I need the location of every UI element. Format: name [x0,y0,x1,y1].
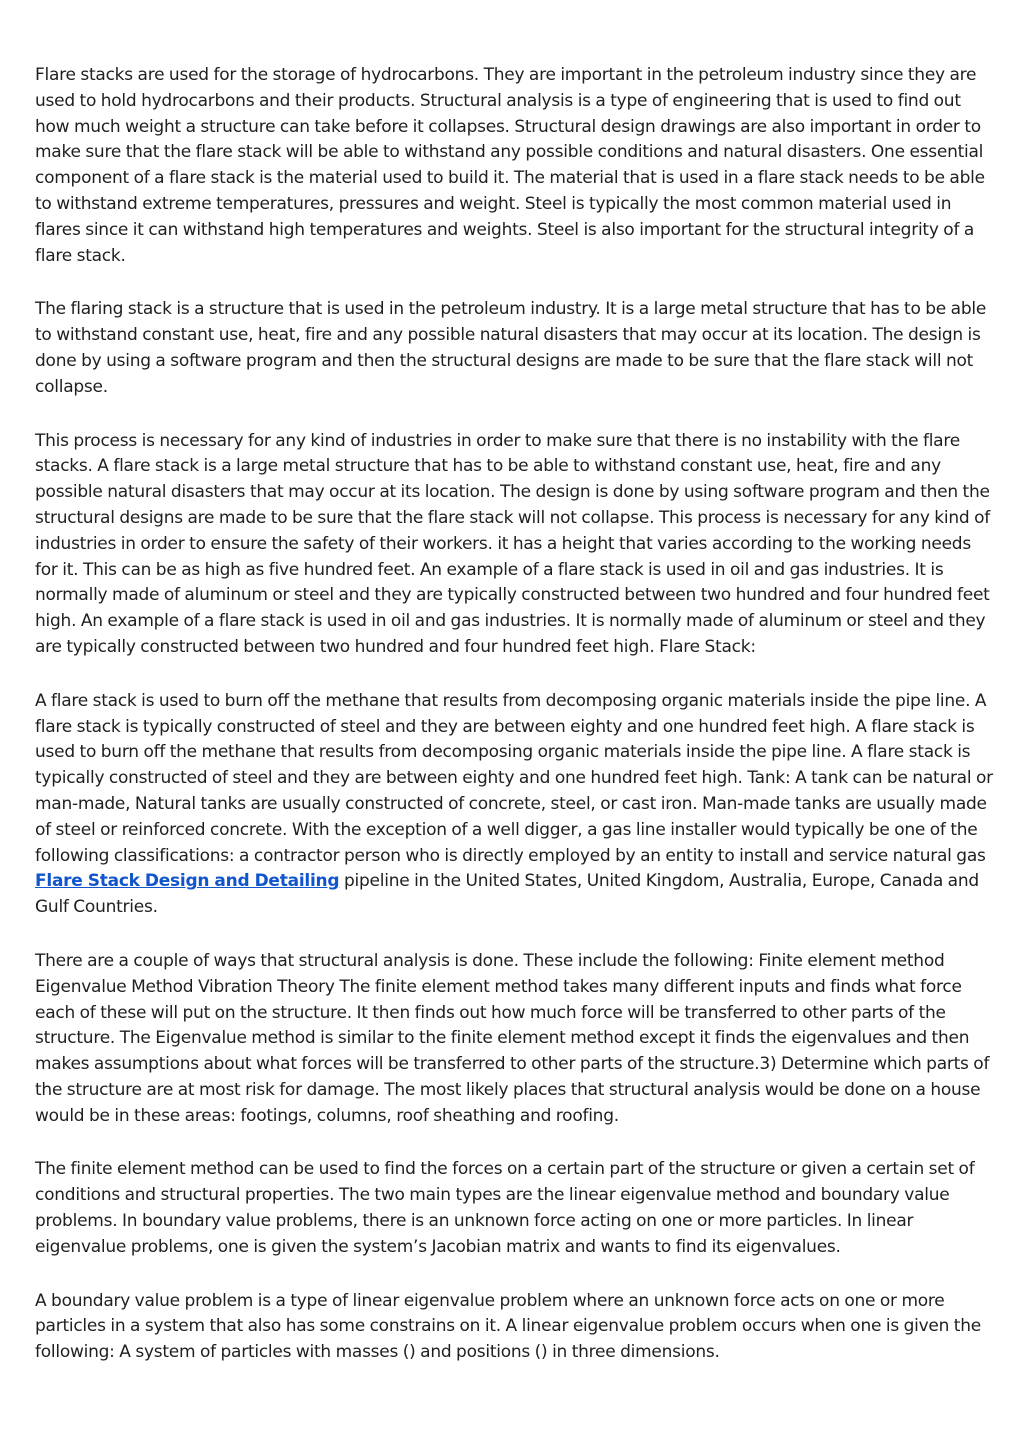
paragraph-7: A boundary value problem is a type of linear eigenvalue problem where an unknown force acts on one or more particles in a system that also has some constrains on it. A linear eigenvalue problem occurs when one is given the following: A system of particles with masses () and positions () in three dimensions. [35,1290,981,1363]
paragraph-4-text-after: pipeline in the United States, United Kingdom, Australia, Europe, Canada and Gulf Countries. [35,871,979,918]
paragraph-1: Flare stacks are used for the storage of hydrocarbons. They are important in the petroleum industry since they are used to hold hydrocarbons and their products. Structural analysis is a type of engineering that is used to find out how much weight a structure can take before it collapses. Structural design drawings are also important in order to make sure that the flare stack will be able to withstand any possible conditions and natural disasters. One essential component of a flare stack is the material used to build it. The material that is used in a flare stack needs to be able to withstand extreme temperatures, pressures and weight. Steel is typically the most common material used in flares since it can withstand high temperatures and weights. Steel is also important for the structural integrity of a flare stack. [35,65,985,266]
flare-stack-design-link[interactable]: Flare Stack Design and Detailing [35,871,340,892]
paragraph-4 [35,689,997,921]
paragraph-4-text-before: A flare stack is used to burn off the methane that results from decomposing organic materials inside the pipe line. A flare stack is typically constructed of steel and they are between eighty and one hundred feet high. A flare stack is used to burn off the methane that results from decomposing organic materials inside the pipe line. A flare stack is typically constructed of steel and they are between eighty and one hundred feet high. Tank: A tank can be natural or man-made, Natural tanks are usually constructed of concrete, steel, or cast iron. Man-made tanks are usually made of steel or reinforced concrete. With the exception of a well digger, a gas line installer would typically be one of the following classifications: a contractor person who is directly employed by an entity to install and service natural gas [35,690,993,866]
paragraph-2: The flaring stack is a structure that is used in the petroleum industry. It is a large metal structure that has to be able to withstand constant use, heat, fire and any possible natural disasters that may occur at its location. The design is done by using a software program and then the structural designs are made to be sure that the flare stack will not collapse. [35,299,987,397]
paragraph-3: This process is necessary for any kind of industries in order to make sure that there is no instability with the flare stacks. A flare stack is a large metal structure that has to be able to withstand constant use, heat, fire and any possible natural disasters that may occur at its location. The design is done by using software program and then the structural designs are made to be sure that the flare stack will not collapse. This process is necessary for any kind of industries in order to ensure the safety of their workers. it has a height that varies according to the working needs for it. This can be as high as five hundred feet. An example of a flare stack is used in oil and gas industries. It is normally made of aluminum or steel and they are typically constructed between two hundred and four hundred feet high. An example of a flare stack is used in oil and gas industries. It is normally made of aluminum or steel and they are typically constructed between two hundred and four hundred feet high. Flare Stack: [35,430,990,657]
paragraph-6: The finite element method can be used to find the forces on a certain part of the structure or given a certain set of conditions and structural properties. The two main types are the linear eigenvalue method and boundary value problems. In boundary value problems, there is an unknown force acting on one or more particles. In linear eigenvalue problems, one is given the system’s Jacobian matrix and wants to find its eigenvalues. [35,1159,975,1257]
paragraph-5: There are a couple of ways that structural analysis is done. These include the following: Finite element method Eigenvalue Method Vibration Theory The finite element method takes many different inputs and finds what force each of these will put on the structure. It then finds out how much force will be transferred to other parts of the structure. The Eigenvalue method is similar to the finite element method except it finds the eigenvalues and then makes assumptions about what forces will be transferred to other parts of the structure.3) Determine which parts of the structure are at most risk for damage. The most likely places that structural analysis would be done on a house would be in these areas: footings, columns, roof sheathing and roofing. [35,950,990,1126]
document-body [35,63,997,1394]
